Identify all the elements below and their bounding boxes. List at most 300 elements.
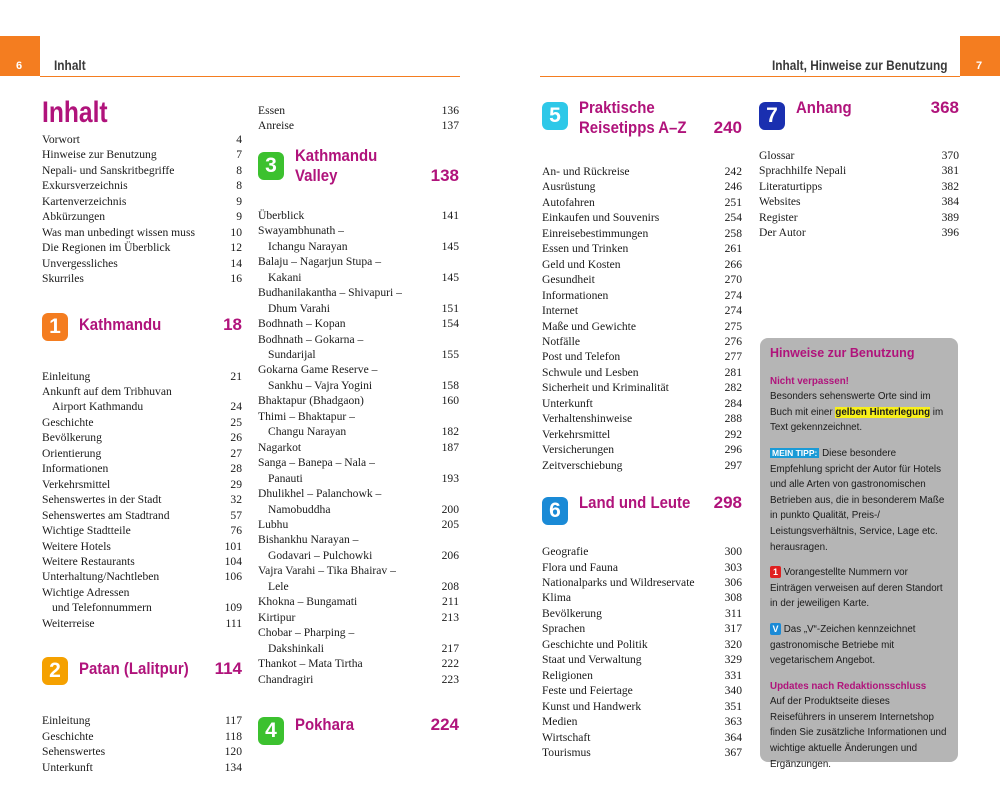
toc-entry-page: 331 — [724, 668, 742, 682]
toc-entry[interactable] — [258, 424, 459, 439]
toc-entry-title: Orientierung — [42, 446, 102, 460]
toc-entry-page: 104 — [224, 554, 242, 568]
toc-entry-title: Sicherheit und Kriminalität — [542, 381, 669, 395]
toc-entry[interactable] — [42, 256, 242, 271]
toc-entry-page: 351 — [724, 699, 742, 713]
toc-entry-title: Geschichte — [42, 415, 94, 429]
toc-entry-page: 311 — [725, 606, 742, 620]
toc-entry-title: Feste und Feiertage — [542, 684, 633, 698]
toc-entry-title: Weiterreise — [42, 616, 95, 630]
toc-entry-title: Verkehrsmittel — [542, 427, 611, 441]
left-running-header: Inhalt — [54, 58, 86, 73]
toc-entry-page: 208 — [441, 579, 459, 593]
toc-entry-title: Staat und Verwaltung — [542, 653, 642, 667]
toc-entry-title: Dhulikhel – Palanchowk – — [258, 487, 382, 501]
toc-entry[interactable] — [542, 606, 742, 621]
toc-entry-page: 57 — [230, 508, 242, 522]
toc-entry-page: 193 — [441, 471, 459, 485]
toc-entry[interactable] — [42, 729, 242, 744]
toc-entry-title: Budhanilakantha – Shivapuri – — [258, 286, 402, 300]
yellow-highlight-sample: gelben Hinterlegung — [835, 406, 931, 418]
toc-entry[interactable] — [42, 415, 242, 430]
toc-entry[interactable] — [542, 334, 742, 349]
toc-entry-page: 12 — [230, 241, 242, 255]
toc-entry-page — [437, 223, 459, 238]
toc-entry[interactable] — [542, 195, 742, 210]
toc-entry[interactable] — [258, 347, 459, 362]
toc-entry[interactable] — [42, 178, 242, 193]
toc-entry-page: 270 — [724, 273, 742, 287]
section-5-badge: 5 — [542, 102, 568, 130]
toc-entry-title: Verkehrsmittel — [42, 477, 111, 491]
toc-entry[interactable] — [258, 393, 459, 408]
toc-entry[interactable] — [542, 442, 742, 457]
toc-entry[interactable] — [258, 471, 459, 486]
toc-entry-page — [437, 362, 459, 377]
toc-entry[interactable] — [542, 241, 742, 256]
toc-entry[interactable] — [258, 270, 459, 285]
toc-entry[interactable] — [759, 179, 959, 194]
tip-text: MEIN TIPP: Diese besondere Empfehlung spricht der Autor für Hotels und alle Arten von gastronomischen Betrieben aus, die in besonderem Maße in punkto Qualität, Preis-/ Leistungsverhältnis, Service, Lage etc. herausragen. — [770, 447, 945, 553]
toc-entry-title: Geografie — [542, 545, 589, 559]
must-see-heading: Nicht verpassen! — [770, 375, 849, 387]
toc-entry-title: Geld und Kosten — [542, 257, 621, 271]
toc-entry[interactable] — [542, 544, 742, 559]
toc-entry[interactable] — [258, 316, 459, 331]
toc-entry-page: 8 — [236, 163, 242, 177]
toc-entry[interactable] — [542, 349, 742, 364]
toc-entry-page: 292 — [724, 427, 742, 441]
section-3-title-line-1: Kathmandu — [295, 145, 378, 165]
section-6-list — [542, 544, 742, 760]
toc-entry-page: 101 — [224, 539, 242, 553]
toc-entry-page: 160 — [441, 394, 459, 408]
toc-entry-title: Bevölkerung — [42, 431, 102, 445]
section-5-title — [579, 98, 687, 138]
toc-entry-page: 288 — [724, 412, 742, 426]
toc-entry-title: Bodhnath – Gokarna – — [258, 332, 364, 346]
toc-entry[interactable] — [42, 600, 242, 615]
toc-entry-title: Einleitung — [42, 369, 91, 383]
section-7-page: 368 — [930, 98, 959, 117]
toc-entry-title: Gokarna Game Reserve – — [258, 363, 378, 377]
right-header-rule — [540, 76, 960, 77]
mein-tipp-tag: MEIN TIPP: — [772, 447, 818, 458]
toc-entry-page: 370 — [941, 149, 959, 162]
toc-entry-page — [437, 532, 459, 547]
toc-entry[interactable] — [542, 272, 742, 287]
toc-entry-page: 145 — [441, 270, 459, 284]
toc-entry[interactable] — [542, 210, 742, 225]
section-3-heading[interactable] — [258, 144, 459, 200]
toc-entry-page: 266 — [724, 257, 742, 271]
toc-entry-page: 282 — [724, 381, 742, 395]
toc-entry-title: Nepali- und Sanskritbegriffe — [42, 163, 175, 177]
toc-entry[interactable] — [542, 179, 742, 194]
section-6-page: 298 — [713, 493, 742, 513]
toc-entry-page: 24 — [230, 400, 242, 414]
toc-entry-page: 306 — [724, 575, 742, 589]
usage-notes-title: Hinweise zur Benutzung — [770, 346, 915, 360]
toc-entry[interactable] — [542, 303, 742, 318]
section-6-badge: 6 — [542, 497, 568, 525]
toc-entry[interactable] — [42, 554, 242, 569]
toc-entry-page: 27 — [230, 446, 242, 460]
section-2-continued-list — [258, 103, 459, 134]
toc-entry[interactable] — [42, 194, 242, 209]
toc-entry[interactable] — [258, 672, 459, 687]
toc-entry[interactable] — [42, 569, 242, 584]
toc-entry-title: Panauti — [268, 471, 303, 485]
toc-entry-page: 8 — [236, 179, 242, 193]
toc-entry-title: Wichtige Stadtteile — [42, 524, 131, 538]
left-page-number: 6 — [16, 60, 23, 72]
toc-entry-title: Kunst und Handwerk — [542, 699, 642, 713]
section-6-title: Land und Leute — [579, 493, 691, 513]
toc-entry-page: 32 — [230, 493, 242, 507]
must-see-text: Besonders sehenswerte Orte sind im Buch mit einer gelben Hinterlegung im Text gekennzeichnet. — [770, 391, 944, 434]
toc-entry-page: 275 — [724, 319, 742, 333]
toc-entry-title: Informationen — [542, 288, 609, 302]
toc-entry-title: Tourismus — [542, 745, 591, 759]
toc-entry-title: Bevölkerung — [542, 606, 602, 620]
toc-entry[interactable] — [42, 616, 242, 631]
toc-entry[interactable] — [258, 502, 459, 517]
toc-entry-page: 254 — [724, 211, 742, 225]
toc-entry[interactable] — [258, 440, 459, 455]
toc-entry[interactable] — [542, 458, 742, 473]
section-5-page: 240 — [713, 118, 742, 137]
toc-entry[interactable] — [542, 683, 742, 698]
toc-entry-page: 261 — [724, 242, 742, 256]
toc-entry-title: Ausrüstung — [542, 180, 596, 194]
section-7-badge: 7 — [759, 102, 785, 130]
toc-entry-page: 9 — [236, 194, 242, 208]
toc-entry[interactable] — [542, 164, 742, 179]
toc-entry-title: Exkursverzeichnis — [42, 179, 128, 193]
toc-entry-page: 242 — [724, 165, 742, 178]
toc-entry[interactable] — [42, 585, 242, 600]
section-7-heading[interactable] — [759, 94, 959, 138]
toc-entry-title: Medien — [542, 715, 578, 729]
toc-entry[interactable] — [258, 285, 459, 300]
toc-entry-page: 137 — [441, 119, 459, 133]
toc-entry[interactable] — [258, 625, 459, 640]
toc-entry-page: 381 — [941, 164, 959, 178]
toc-entry[interactable] — [42, 430, 242, 445]
toc-entry-page: 317 — [724, 622, 742, 636]
toc-entry[interactable] — [42, 163, 242, 178]
toc-entry[interactable] — [258, 594, 459, 609]
toc-entry-page: 308 — [724, 591, 742, 605]
toc-entry[interactable] — [258, 301, 459, 316]
toc-entry-page: 151 — [441, 301, 459, 315]
toc-entry-page: 246 — [724, 180, 742, 194]
toc-entry[interactable] — [258, 239, 459, 254]
toc-entry-page: 158 — [441, 378, 459, 392]
toc-entry[interactable] — [258, 362, 459, 377]
toc-entry[interactable] — [542, 365, 742, 380]
toc-entry[interactable] — [42, 384, 242, 399]
toc-entry[interactable] — [542, 699, 742, 714]
updates-heading: Updates nach Redaktionsschluss — [770, 680, 927, 692]
toc-entry-page: 187 — [441, 440, 459, 454]
toc-entry-page: 182 — [441, 425, 459, 439]
toc-entry[interactable] — [258, 455, 459, 470]
toc-column-4 — [759, 94, 959, 241]
toc-entry-page: 136 — [441, 104, 459, 117]
toc-entry[interactable] — [258, 332, 459, 347]
toc-entry[interactable] — [542, 590, 742, 605]
toc-entry[interactable] — [42, 446, 242, 461]
toc-column-3 — [542, 94, 742, 760]
section-1-badge: 1 — [42, 313, 68, 341]
toc-entry[interactable] — [258, 254, 459, 269]
toc-entry[interactable] — [542, 652, 742, 667]
toc-entry-page: 14 — [230, 256, 242, 270]
toc-entry-title: Changu Narayan — [268, 425, 347, 439]
section-1-title: Kathmandu — [79, 314, 162, 334]
toc-entry[interactable] — [258, 532, 459, 547]
toc-entry[interactable] — [759, 163, 959, 178]
toc-entry-page: 106 — [224, 570, 242, 584]
toc-entry-title: Skurriles — [42, 272, 84, 286]
toc-entry-title: Einkaufen und Souvenirs — [542, 211, 660, 225]
toc-entry-title: Geschichte — [42, 729, 94, 743]
toc-entry[interactable] — [542, 411, 742, 426]
toc-entry-title: Unterkunft — [542, 396, 593, 410]
toc-entry-page: 205 — [441, 517, 459, 531]
toc-entry-title: Unterhaltung/Nachtleben — [42, 570, 160, 584]
toc-entry[interactable] — [258, 378, 459, 393]
section-2-heading[interactable] — [42, 649, 242, 693]
toc-entry-title: Schwule und Lesben — [542, 365, 639, 379]
toc-entry-page: 154 — [441, 317, 459, 331]
page-title: Inhalt — [42, 96, 108, 129]
toc-entry[interactable] — [258, 208, 459, 223]
toc-entry[interactable] — [42, 523, 242, 538]
toc-entry-title: Abkürzungen — [42, 210, 106, 224]
toc-entry[interactable] — [542, 427, 742, 442]
toc-entry[interactable] — [542, 730, 742, 745]
toc-entry[interactable] — [542, 575, 742, 590]
toc-entry[interactable] — [42, 399, 242, 414]
toc-entry-page: 296 — [724, 443, 742, 457]
toc-entry-page: 389 — [941, 210, 959, 224]
toc-entry-page: 109 — [224, 601, 242, 615]
toc-entry-page: 396 — [941, 226, 959, 240]
toc-entry-page: 16 — [230, 272, 242, 286]
toc-entry-title: Maße und Gewichte — [542, 319, 637, 333]
toc-entry-page: 329 — [724, 653, 742, 667]
section-4-heading[interactable] — [258, 709, 459, 753]
toc-entry-page — [437, 285, 459, 300]
toc-entry[interactable] — [258, 103, 459, 118]
section-3-title — [295, 146, 377, 186]
toc-entry-title: Kirtipur — [258, 610, 296, 624]
toc-entry-title: Sanga – Banepa – Nala – — [258, 456, 375, 470]
toc-entry-title: Godavari – Pulchowki — [268, 548, 373, 562]
toc-entry-title: Der Autor — [759, 226, 806, 240]
vegetarian-text: V Das „V“-Zeichen kennzeichnet gastronomische Betriebe mit vegetarischem Angebot. — [770, 623, 916, 667]
toc-entry-page: 155 — [441, 347, 459, 361]
toc-entry-title: Religionen — [542, 668, 593, 682]
toc-entry-page: 300 — [724, 545, 742, 559]
toc-entry[interactable] — [258, 610, 459, 625]
toc-entry-title: An- und Rückreise — [542, 165, 630, 178]
toc-entry-page: 145 — [441, 239, 459, 253]
toc-entry-page: 223 — [441, 672, 459, 686]
toc-entry-title: Balaju – Nagarjun Stupa – — [258, 255, 381, 269]
toc-entry-page — [220, 384, 242, 399]
toc-entry-title: Post und Telefon — [542, 350, 621, 364]
toc-entry-page: 297 — [724, 458, 742, 472]
toc-entry-title: Lele — [268, 579, 289, 593]
toc-entry[interactable] — [542, 380, 742, 395]
toc-entry[interactable] — [759, 210, 959, 225]
toc-entry[interactable] — [542, 714, 742, 729]
toc-entry-title: Sundarijal — [268, 347, 316, 361]
section-7-title: Anhang — [796, 98, 852, 117]
toc-entry-page: 200 — [441, 502, 459, 516]
left-header-rule — [40, 76, 460, 77]
section-6-heading[interactable] — [542, 489, 742, 533]
toc-entry-title: Ankunft auf dem Tribhuvan — [42, 384, 172, 398]
toc-entry-title: Notfälle — [542, 334, 580, 348]
toc-entry-page: 9 — [236, 210, 242, 224]
toc-entry[interactable] — [42, 271, 242, 286]
toc-entry-title: Versicherungen — [542, 443, 615, 457]
toc-entry-title: Autofahren — [542, 195, 595, 209]
toc-entry[interactable] — [258, 641, 459, 656]
updates-text: Auf der Produktseite dieses Reiseführers in unserem Internetshop finden Sie zusätzliche Informationen und wichtige aktuelle Änderungen und Ergänzungen. — [770, 696, 947, 770]
toc-entry[interactable] — [42, 477, 242, 492]
toc-entry-page: 134 — [224, 760, 242, 774]
number-marker-text: 1 Vorangestellte Nummern vor Einträgen verweisen auf deren Standort in der jeweiligen Karte. — [770, 567, 943, 610]
section-2-badge: 2 — [42, 657, 68, 685]
toc-entry-title: Einleitung — [42, 714, 91, 728]
toc-entry[interactable] — [258, 656, 459, 671]
toc-column-1 — [42, 96, 242, 775]
toc-entry[interactable] — [258, 517, 459, 532]
toc-entry[interactable] — [258, 223, 459, 238]
toc-entry-title: Chobar – Pharping – — [258, 626, 355, 640]
toc-entry-page: 29 — [230, 477, 242, 491]
toc-entry-title: Unvergessliches — [42, 256, 118, 270]
toc-entry[interactable] — [542, 288, 742, 303]
toc-entry[interactable] — [258, 409, 459, 424]
toc-entry[interactable] — [258, 579, 459, 594]
toc-entry[interactable] — [542, 226, 742, 241]
toc-entry-page: 382 — [941, 179, 959, 193]
toc-entry[interactable] — [542, 319, 742, 334]
section-5-list — [542, 164, 742, 473]
toc-entry[interactable] — [542, 668, 742, 683]
toc-entry[interactable] — [42, 369, 242, 384]
section-4-badge: 4 — [258, 717, 284, 745]
toc-entry-title: Unterkunft — [42, 760, 93, 774]
toc-entry[interactable] — [258, 563, 459, 578]
toc-entry[interactable] — [42, 539, 242, 554]
toc-entry[interactable] — [258, 486, 459, 501]
toc-entry-title: Anreise — [258, 119, 295, 133]
toc-entry-page: 303 — [724, 560, 742, 574]
toc-entry[interactable] — [42, 461, 242, 476]
toc-entry[interactable] — [42, 147, 242, 162]
toc-entry-page — [437, 254, 459, 269]
toc-entry[interactable] — [42, 132, 242, 147]
toc-column-2 — [258, 103, 459, 753]
toc-entry-title: Vorwort — [42, 133, 80, 146]
toc-entry[interactable] — [42, 225, 242, 240]
section-5-title-line-2: Reisetipps A–Z — [579, 118, 687, 137]
toc-entry-title: Gesundheit — [542, 273, 595, 287]
section-4-title: Pokhara — [295, 714, 355, 734]
toc-entry-title: Kakani — [268, 270, 302, 284]
toc-entry-page — [437, 409, 459, 424]
toc-entry-page: 363 — [724, 715, 742, 729]
toc-entry-title: Hinweise zur Benutzung — [42, 148, 157, 162]
toc-entry-page: 28 — [230, 462, 242, 476]
toc-entry-title: Zeitverschiebung — [542, 458, 623, 472]
toc-entry-page: 340 — [724, 684, 742, 698]
toc-entry-page: 120 — [224, 745, 242, 759]
toc-entry[interactable] — [42, 760, 242, 775]
toc-entry[interactable] — [542, 637, 742, 652]
section-1-heading[interactable] — [42, 305, 242, 349]
toc-entry-title: Internet — [542, 304, 579, 318]
toc-entry[interactable] — [542, 621, 742, 636]
toc-entry[interactable] — [759, 194, 959, 209]
toc-entry[interactable] — [42, 713, 242, 728]
toc-entry-title: Essen — [258, 104, 286, 117]
toc-entry[interactable] — [42, 240, 242, 255]
toc-entry-title: Geschichte und Politik — [542, 637, 648, 651]
toc-entry-page: 117 — [225, 714, 242, 728]
toc-entry-title: Thimi – Bhaktapur – — [258, 409, 355, 423]
toc-entry[interactable] — [42, 744, 242, 759]
toc-entry-page: 10 — [230, 225, 242, 239]
toc-entry[interactable] — [759, 225, 959, 240]
toc-entry-title: Literaturtipps — [759, 179, 823, 193]
toc-entry-title: Weitere Hotels — [42, 539, 111, 553]
toc-entry-page: 251 — [724, 195, 742, 209]
toc-entry-title: Dhum Varahi — [268, 301, 330, 315]
toc-entry-title: Sehenswertes in der Stadt — [42, 493, 162, 507]
toc-entry-page: 320 — [724, 637, 742, 651]
toc-entry[interactable] — [258, 548, 459, 563]
toc-entry-title: Wirtschaft — [542, 730, 591, 744]
toc-entry[interactable] — [542, 560, 742, 575]
section-7-list — [759, 148, 959, 241]
toc-entry[interactable] — [759, 148, 959, 163]
toc-entry-page: 276 — [724, 334, 742, 348]
section-3-list — [258, 208, 459, 687]
section-5-heading[interactable] — [542, 94, 742, 150]
toc-entry-page — [437, 625, 459, 640]
toc-entry[interactable] — [542, 396, 742, 411]
toc-entry[interactable] — [42, 209, 242, 224]
toc-entry-title: Kartenverzeichnis — [42, 194, 127, 208]
toc-entry-title: Sankhu – Vajra Yogini — [268, 378, 373, 392]
toc-entry[interactable] — [542, 257, 742, 272]
toc-entry[interactable] — [258, 118, 459, 133]
toc-entry[interactable] — [42, 508, 242, 523]
toc-entry[interactable] — [42, 492, 242, 507]
section-3-page: 138 — [430, 165, 459, 185]
toc-entry[interactable] — [542, 745, 742, 760]
toc-entry-title: Chandragiri — [258, 672, 314, 686]
